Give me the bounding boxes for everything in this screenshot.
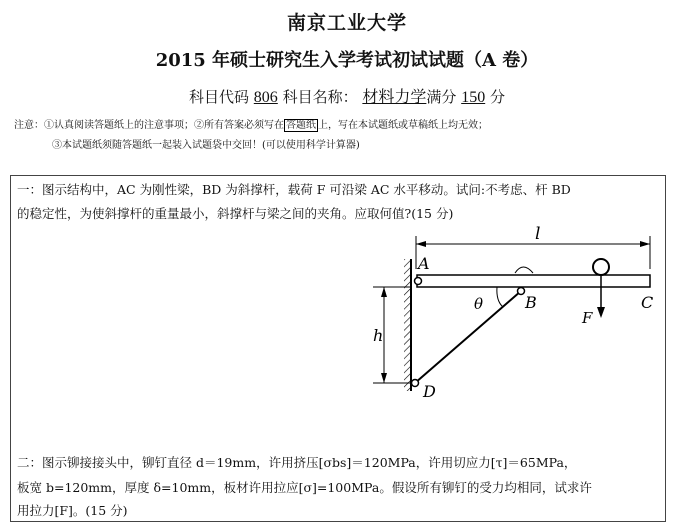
question2-line2: 板宽 b=120mm，厚度 δ=10mm，板材许用拉应[σ]=100MPa。假设所有铆钉的受力均相同，试求许 [17,480,592,495]
label-c: C [641,293,654,312]
subject-name: 材料力学 [362,89,427,106]
theta-arc [497,287,503,307]
university-title: 南京工业大学 [286,12,407,34]
subject-line [0,84,694,107]
label-a: A [418,254,430,273]
score-unit: 分 [489,88,505,106]
notes-line-1a: 注意：①认真阅读答题纸上的注意事项；②所有答案必须写在 [14,120,284,131]
exam-title: 2015 年硕士研究生入学考试初试试题（A 卷） [155,50,539,71]
dim-l-arrow-left [416,241,426,247]
strut-bd [415,291,521,383]
label-f: F [582,309,593,327]
label-b: B [525,293,537,312]
notes [14,116,684,156]
dim-l-arrow-right [640,241,650,247]
wall-hatch [404,259,411,391]
full-score-label: 满分 [426,88,457,106]
notes-line-2: ③本试题纸须随答题纸一起装入试题袋中交回！(可以使用科学计算器) [52,140,360,151]
full-score: 150 [461,89,486,106]
pin-a [415,278,422,285]
motion-arc [515,267,533,273]
load-f-arrowhead [597,307,605,318]
question2-line1: 二：图示铆接接头中，铆钉直径 d＝19mm，许用挤压[σbs]＝120MPa，许用切应力[τ]＝65MPa， [17,455,577,470]
notes-line-1b: 上，写在本试题纸或草稿纸上均无效； [318,120,488,131]
pin-d [412,380,419,387]
beam-ac [417,275,650,287]
pin-b [518,288,525,295]
question1-line1: 一：图示结构中，AC 为刚性梁，BD 为斜撑杆，载荷 F 可沿梁 AC 水平移动。试问:不考虑、杆 BD [17,182,571,197]
dim-h-arrow-top [381,287,387,297]
question1-line2: 的稳定性，为使斜撑杆的重量最小，斜撑杆与梁之间的夹角。应取何值?(15 分) [17,206,454,221]
structure-figure [11,221,665,466]
subject-code: 806 [253,89,278,106]
answer-sheet-boxed: 答题纸 [286,120,316,131]
subject-code-label: 科目代码 [189,88,250,106]
label-theta: θ [474,295,484,313]
load-roller [593,259,609,275]
question-box [10,175,666,522]
dim-h-arrow-bottom [381,373,387,383]
label-h: h [373,326,384,345]
subject-name-label: 科目名称： [282,88,358,106]
label-d: D [423,382,436,401]
notes-line-1 [14,116,684,136]
label-l: l [535,224,541,244]
question2-line3: 用拉力[F]。(15 分) [17,503,128,518]
